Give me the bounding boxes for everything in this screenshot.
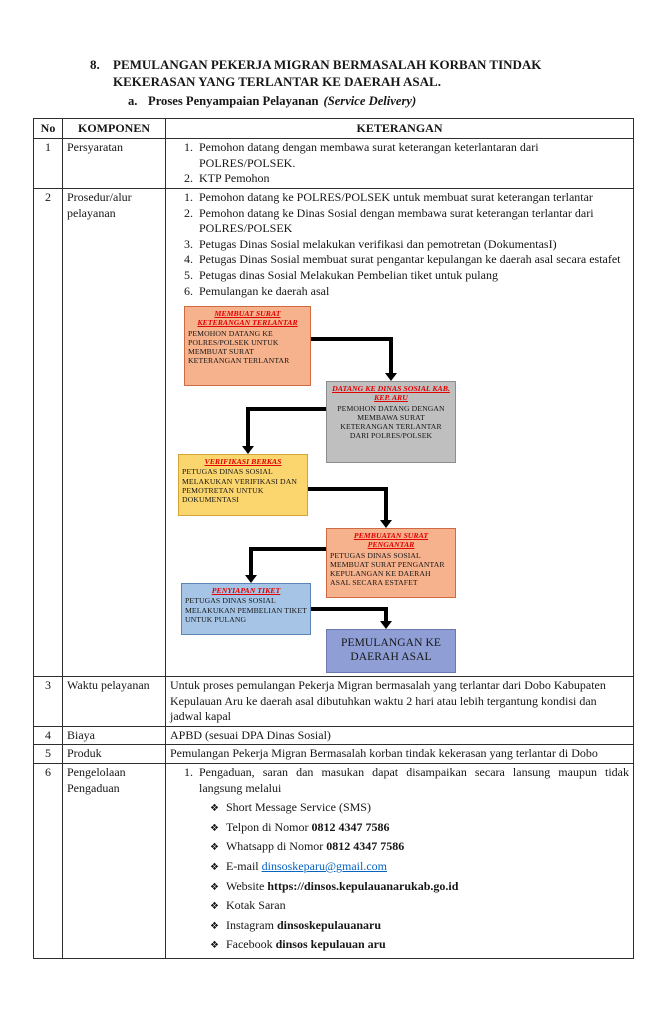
flow-box-membuat-surat-keterangan-terlantar: [184, 306, 311, 386]
channel-instagram: [210, 918, 629, 934]
channel-label: Telpon di Nomor: [225, 819, 312, 834]
diamond-bullet-icon: ❖: [210, 862, 219, 874]
sub-heading-italic: (Service Delivery): [323, 93, 417, 108]
biaya-text: APBD (sesuai DPA Dinas Sosial): [170, 727, 331, 742]
channel-facebook: [210, 937, 629, 953]
diamond-bullet-icon: ❖: [210, 842, 219, 854]
list-item: 2. Pemohon datang ke Dinas Sosial dengan membawa surat keterangan terlantar dari POLRES/POLSEK: [196, 206, 629, 237]
table-row-produk: [34, 745, 634, 764]
waktu-text: Untuk proses pemulangan Pekerja Migran bermasalah yang terlantar dari Dobo Kabupaten Kepulauan Aru ke daerah asal dibutuhkan waktu 2 hari atau lebih tergantung kondisi dan jadwal kapal: [170, 678, 606, 724]
flow-box-pembuatan-surat-pengantar: [326, 528, 456, 598]
row-number: 4: [34, 726, 63, 745]
channel-value: 0812 4347 7586: [326, 839, 405, 854]
channel-label: Whatsapp di Nomor: [225, 839, 327, 854]
list-item: 1. Pemohon datang dengan membawa surat keterangan keterlantaran dari POLRES/POLSEK.: [196, 140, 629, 171]
flow-box-pemulangan-ke-daerah-asal: [326, 629, 456, 673]
row-number: 1: [34, 139, 63, 189]
channel-value: https://dinsos.kepulauanarukab.go.id: [267, 878, 459, 893]
keterangan-cell: [166, 726, 634, 745]
flow-box-title: DATANG KE DINAS SOSIAL KAB. KEP. ARU: [332, 384, 450, 403]
flow-box-body: PETUGAS DINAS SOSIAL MELAKUKAN PEMBELIAN TIKET UNTUK PULANG: [185, 596, 307, 624]
komponen-cell: Prosedur/alur pelayanan: [63, 188, 166, 676]
keterangan-cell: [166, 677, 634, 727]
keterangan-cell: [166, 764, 634, 959]
flow-box-verifikasi-berkas: [178, 454, 308, 516]
list-item: 3. Petugas Dinas Sosial melakukan verifikasi dan pemotretan (DokumentasI): [196, 237, 629, 253]
komponen-cell: Produk: [63, 745, 166, 764]
list-item: 4. Petugas Dinas Sosial membuat surat pengantar kepulangan ke daerah asal secara estafet: [196, 252, 629, 268]
produk-text: Pemulangan Pekerja Migran Bermasalah korban tindak kekerasan yang terlantar di Dobo: [170, 746, 598, 761]
flow-arrow-3: [308, 489, 392, 528]
prosedur-list: [170, 190, 629, 299]
section-title-line2: KEKERASAN YANG TERLANTAR KE DAERAH ASAL.: [113, 74, 441, 90]
sub-heading-letter: a.: [128, 93, 138, 108]
diamond-bullet-icon: ❖: [210, 803, 219, 815]
row-number: 5: [34, 745, 63, 764]
section-title-line1: PEMULANGAN PEKERJA MIGRAN BERMASALAH KORBAN TINDAK: [113, 57, 542, 72]
flow-box-body: PETUGAS DINAS SOSIAL MELAKUKAN VERIFIKASI DAN PEMOTRETAN UNTUK DOKUMENTASI: [182, 467, 298, 505]
keterangan-cell: [166, 745, 634, 764]
komponen-cell: Waktu pelayanan: [63, 677, 166, 727]
section-heading: [90, 56, 667, 91]
komponen-cell: Biaya: [63, 726, 166, 745]
table-row-persyaratan: [34, 139, 634, 189]
section-title: [113, 56, 541, 91]
column-header-keterangan: KETERANGAN: [166, 118, 634, 139]
channel-label: E-mail: [225, 859, 262, 874]
flow-box-title: VERIFIKASI BERKAS: [204, 457, 282, 467]
diamond-bullet-icon: ❖: [210, 940, 219, 952]
komponen-cell: Persyaratan: [63, 139, 166, 189]
diamond-bullet-icon: ❖: [210, 901, 219, 913]
column-header-komponen: KOMPONEN: [63, 118, 166, 139]
channel-value: dinsoskepulauanaru: [276, 917, 382, 932]
keterangan-cell: [166, 188, 634, 676]
row-number: 6: [34, 764, 63, 959]
flow-box-penyiapan-tiket: [181, 583, 311, 635]
flow-box-title: MEMBUAT SURAT KETERANGAN TERLANTAR: [197, 309, 298, 328]
channel-label: Instagram: [225, 917, 277, 932]
list-item: 2. KTP Pemohon: [196, 171, 629, 187]
diamond-bullet-icon: ❖: [210, 881, 219, 893]
keterangan-cell: [166, 139, 634, 189]
diamond-bullet-icon: ❖: [210, 920, 219, 932]
channel-label: Kotak Saran: [225, 898, 286, 913]
table-header-row: [34, 118, 634, 139]
channel-email: [210, 859, 629, 875]
list-item: 5. Petugas dinas Sosial Melakukan Pembelian tiket untuk pulang: [196, 268, 629, 284]
channel-sms: [210, 800, 629, 816]
diamond-bullet-icon: ❖: [210, 822, 219, 834]
flow-arrow-5: [311, 609, 392, 629]
channel-label: Short Message Service (SMS): [225, 800, 371, 815]
flow-box-datang-ke-dinas-sosial: [326, 381, 456, 463]
pengaduan-intro-list: [170, 765, 629, 796]
flow-arrow-1: [311, 339, 397, 381]
flow-box-title: PENYIAPAN TIKET: [211, 586, 281, 596]
channel-value: dinsos kepulauan aru: [275, 937, 386, 952]
sub-heading-title: Proses Penyampaian Pelayanan: [148, 93, 319, 108]
pengaduan-channel-list: [210, 800, 629, 953]
service-delivery-table: [33, 118, 634, 959]
persyaratan-list: [170, 140, 629, 187]
row-number: 2: [34, 188, 63, 676]
flow-box-body: PEMOHON DATANG DENGAN MEMBAWA SURAT KETERANGAN TERLANTAR DARI POLRES/POLSEK: [337, 403, 445, 441]
sub-heading: [128, 94, 667, 109]
channel-whatsapp: [210, 839, 629, 855]
section-number: 8.: [90, 57, 100, 72]
list-item: 6. Pemulangan ke daerah asal: [196, 284, 629, 300]
komponen-cell: Pengelolaan Pengaduan: [63, 764, 166, 959]
channel-label: Website: [225, 878, 268, 893]
channel-telpon: [210, 820, 629, 836]
channel-website: [210, 879, 629, 895]
channel-label: Facebook: [225, 937, 276, 952]
pengaduan-intro: 1. Pengaduan, saran dan masukan dapat disampaikan secara lansung maupun tidak langsung melalui: [196, 765, 629, 796]
row-number: 3: [34, 677, 63, 727]
flow-box-title: PEMBUATAN SURAT PENGANTAR: [353, 531, 429, 550]
column-header-no: No: [34, 118, 63, 139]
table-row-waktu: [34, 677, 634, 727]
channel-value: 0812 4347 7586: [311, 819, 390, 834]
list-item: 1. Pemohon datang ke POLRES/POLSEK untuk membuat surat keterangan terlantar: [196, 190, 629, 206]
flow-box-body: PEMULANGAN KE DAERAH ASAL: [340, 637, 441, 664]
flow-box-body: PEMOHON DATANG KE POLRES/POLSEK UNTUK MEMBUAT SURAT KETERANGAN TERLANTAR: [188, 328, 290, 366]
process-flowchart: [170, 303, 629, 675]
flow-arrow-2: [242, 409, 326, 454]
table-row-pengaduan: [34, 764, 634, 959]
table-row-prosedur: [34, 188, 634, 676]
flow-box-body: PETUGAS DINAS SOSIAL MEMBUAT SURAT PENGANTAR KEPULANGAN KE DAERAH ASAL SECARA ESTAFET: [330, 550, 445, 588]
channel-kotak-saran: [210, 898, 629, 914]
flow-arrow-4: [245, 549, 326, 583]
email-link[interactable]: dinsoskeparu@gmail.com: [261, 859, 387, 874]
table-row-biaya: [34, 726, 634, 745]
